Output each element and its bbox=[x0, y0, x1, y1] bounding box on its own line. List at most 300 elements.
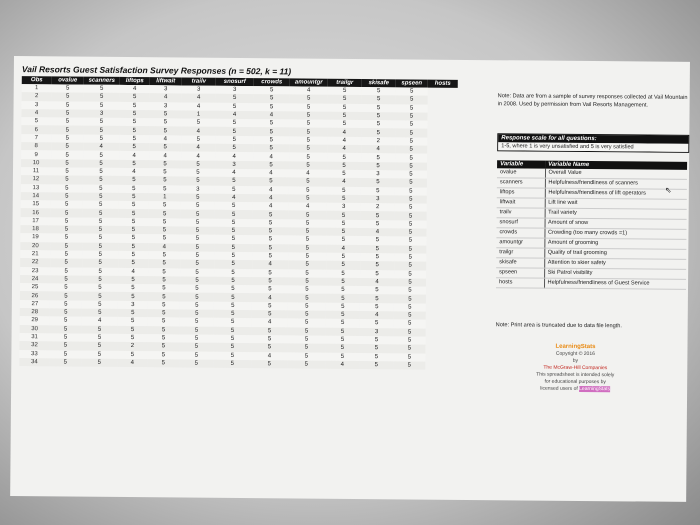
rating-cell: 5 bbox=[253, 119, 289, 128]
rating-cell: 5 bbox=[326, 311, 360, 320]
rating-cell: 5 bbox=[82, 325, 118, 334]
rating-cell: 4 bbox=[360, 278, 394, 287]
rating-cell: 5 bbox=[289, 219, 327, 228]
rating-cell: 5 bbox=[253, 177, 289, 186]
rating-cell: 5 bbox=[119, 201, 149, 210]
rating-cell: 4 bbox=[289, 169, 327, 178]
rating-cell: 4 bbox=[148, 243, 180, 252]
rating-cell: 5 bbox=[360, 303, 394, 312]
rating-cell: 5 bbox=[214, 310, 252, 319]
obs-cell: 30 bbox=[20, 325, 50, 334]
data-source-note: Note: Data are from a sample of survey responses collected at Vail Mountain in 2008. Used by permission from Vail Resorts Management. bbox=[497, 93, 688, 109]
rating-cell: 5 bbox=[149, 210, 181, 219]
rating-cell: 5 bbox=[326, 228, 360, 237]
rating-cell: 2 bbox=[117, 342, 147, 351]
rating-cell: 4 bbox=[360, 311, 394, 320]
rating-cell: 5 bbox=[119, 193, 149, 202]
rating-cell: 5 bbox=[118, 292, 148, 301]
rating-cell: 5 bbox=[118, 226, 148, 235]
column-header: liftops bbox=[120, 77, 150, 85]
rating-cell: 5 bbox=[118, 284, 148, 293]
rating-cell: 5 bbox=[215, 202, 253, 211]
rating-cell: 5 bbox=[288, 252, 326, 261]
logo-publisher: The McGraw-Hill Companies bbox=[543, 364, 608, 372]
rating-cell: 5 bbox=[50, 308, 82, 317]
rating-cell: 5 bbox=[394, 278, 426, 287]
rating-cell: 5 bbox=[288, 227, 326, 236]
rating-cell: 5 bbox=[180, 318, 214, 327]
response-scale-box bbox=[497, 133, 689, 153]
rating-cell: 5 bbox=[119, 135, 149, 144]
rating-cell: 5 bbox=[81, 358, 117, 367]
rating-cell: 5 bbox=[180, 285, 214, 294]
rating-cell: 5 bbox=[119, 110, 149, 119]
obs-cell: 16 bbox=[21, 209, 51, 218]
rating-cell: 5 bbox=[289, 136, 327, 145]
rating-cell: 5 bbox=[117, 350, 147, 359]
rating-cell: 5 bbox=[252, 285, 288, 294]
rating-cell: 5 bbox=[49, 342, 81, 351]
rating-cell: 5 bbox=[214, 335, 252, 344]
rating-cell: 5 bbox=[289, 161, 327, 170]
rating-cell: 5 bbox=[118, 234, 148, 243]
legend-variable: trailv bbox=[497, 208, 545, 218]
rating-cell: 2 bbox=[361, 137, 395, 146]
rating-cell: 5 bbox=[84, 101, 120, 110]
rating-cell: 5 bbox=[149, 110, 181, 119]
rating-cell: 4 bbox=[325, 361, 359, 370]
rating-cell: 5 bbox=[50, 333, 82, 342]
rating-cell: 4 bbox=[327, 137, 361, 146]
rating-cell: 5 bbox=[83, 217, 119, 226]
rating-cell: 5 bbox=[180, 235, 214, 244]
column-header: snosurf bbox=[216, 78, 254, 86]
rating-cell: 5 bbox=[394, 245, 426, 254]
rating-cell: 5 bbox=[215, 177, 253, 186]
rating-cell: 5 bbox=[361, 112, 395, 121]
rating-cell: 5 bbox=[326, 261, 360, 270]
rating-cell: 5 bbox=[359, 336, 393, 345]
legend-variable: hosts bbox=[496, 278, 544, 288]
rating-cell: 5 bbox=[394, 320, 426, 329]
rating-cell: 5 bbox=[82, 251, 118, 260]
rating-cell: 5 bbox=[393, 361, 425, 370]
rating-cell: 5 bbox=[288, 277, 326, 286]
rating-cell: 4 bbox=[327, 145, 361, 154]
legend-variable: snosurf bbox=[497, 218, 545, 228]
obs-cell: 6 bbox=[21, 126, 51, 135]
rating-cell: 4 bbox=[252, 318, 288, 327]
rating-cell: 5 bbox=[180, 243, 214, 252]
legend-variable: trailgr bbox=[496, 248, 544, 258]
rating-cell: 5 bbox=[251, 360, 287, 369]
legend-variable: spseen bbox=[496, 268, 544, 278]
rating-cell: 3 bbox=[83, 109, 119, 118]
rating-cell: 5 bbox=[120, 102, 150, 111]
rating-cell: 5 bbox=[82, 292, 118, 301]
legend-variable-name: Attention to skier safety bbox=[544, 258, 686, 269]
rating-cell: 5 bbox=[148, 326, 180, 335]
rating-cell: 5 bbox=[361, 120, 395, 129]
rating-cell: 3 bbox=[182, 85, 216, 94]
rating-cell: 5 bbox=[254, 103, 290, 112]
rating-cell: 5 bbox=[50, 234, 82, 243]
rating-cell: 5 bbox=[120, 93, 150, 102]
rating-cell: 5 bbox=[82, 234, 118, 243]
rating-cell: 5 bbox=[50, 300, 82, 309]
rating-cell: 5 bbox=[119, 118, 149, 127]
rating-cell: 5 bbox=[49, 350, 81, 359]
response-scale-body: 1-5, where 1 is very unsatisfied and 5 is very satisfied bbox=[498, 142, 688, 152]
rating-cell: 5 bbox=[394, 328, 426, 337]
rating-cell: 5 bbox=[394, 270, 426, 279]
rating-cell: 5 bbox=[252, 335, 288, 344]
obs-cell: 19 bbox=[20, 233, 50, 242]
rating-cell: 3 bbox=[327, 203, 361, 212]
rating-cell: 5 bbox=[395, 187, 427, 196]
rating-cell: 5 bbox=[360, 270, 394, 279]
legend-variable-name: Helpfulness/friendliness of scanners bbox=[545, 178, 687, 189]
rating-cell: 5 bbox=[395, 195, 427, 204]
obs-cell: 26 bbox=[20, 291, 50, 300]
rating-cell: 5 bbox=[361, 153, 395, 162]
rating-cell: 5 bbox=[83, 118, 119, 127]
rating-cell: 5 bbox=[288, 335, 326, 344]
rating-cell: 5 bbox=[118, 334, 148, 343]
rating-cell: 4 bbox=[182, 102, 216, 111]
obs-cell: 32 bbox=[19, 341, 49, 350]
rating-cell: 5 bbox=[361, 129, 395, 138]
column-header: trailv bbox=[182, 77, 216, 85]
rating-cell: 5 bbox=[82, 334, 118, 343]
rating-cell: 5 bbox=[395, 162, 427, 171]
rating-cell: 5 bbox=[215, 185, 253, 194]
rating-cell: 5 bbox=[180, 251, 214, 260]
rating-cell: 5 bbox=[393, 345, 425, 354]
variable-legend-table bbox=[496, 160, 687, 290]
rating-cell: 4 bbox=[117, 359, 147, 368]
spreadsheet-page bbox=[10, 56, 690, 502]
rating-cell: 5 bbox=[289, 120, 327, 129]
legend-variable-name: Trail variety bbox=[545, 208, 687, 219]
rating-cell: 4 bbox=[120, 85, 150, 94]
rating-cell: 5 bbox=[119, 176, 149, 185]
rating-cell: 2 bbox=[361, 203, 395, 212]
rating-cell: 5 bbox=[326, 278, 360, 287]
obs-cell: 2 bbox=[22, 92, 52, 101]
rating-cell: 5 bbox=[82, 275, 118, 284]
rating-cell: 5 bbox=[118, 243, 148, 252]
rating-cell: 4 bbox=[83, 143, 119, 152]
rating-cell: 5 bbox=[253, 144, 289, 153]
rating-cell: 5 bbox=[328, 103, 362, 112]
obs-cell: 31 bbox=[20, 333, 50, 342]
rating-cell: 5 bbox=[148, 276, 180, 285]
rating-cell: 3 bbox=[361, 170, 395, 179]
rating-cell: 5 bbox=[252, 310, 288, 319]
rating-cell: 4 bbox=[253, 186, 289, 195]
rating-cell: 4 bbox=[215, 111, 253, 120]
rating-cell: 4 bbox=[215, 152, 253, 161]
rating-cell: 5 bbox=[395, 137, 427, 146]
rating-cell: 5 bbox=[395, 145, 427, 154]
rating-cell: 5 bbox=[51, 109, 83, 118]
legend-variable: skisafe bbox=[496, 258, 544, 268]
rating-cell: 5 bbox=[361, 187, 395, 196]
rating-cell: 5 bbox=[119, 218, 149, 227]
rating-cell: 4 bbox=[215, 194, 253, 203]
rating-cell: 5 bbox=[214, 268, 252, 277]
obs-cell: 24 bbox=[20, 275, 50, 284]
rating-cell: 5 bbox=[149, 201, 181, 210]
rating-cell: 5 bbox=[289, 144, 327, 153]
rating-cell: 5 bbox=[395, 121, 427, 130]
rating-cell: 5 bbox=[119, 160, 149, 169]
rating-cell: 5 bbox=[289, 211, 327, 220]
legend-variable-name: Helpfulness/friendliness of lift operators bbox=[545, 188, 687, 199]
rating-cell: 5 bbox=[179, 343, 213, 352]
rating-cell: 5 bbox=[149, 160, 181, 169]
rating-cell: 5 bbox=[216, 94, 254, 103]
rating-cell: 4 bbox=[361, 145, 395, 154]
logo-by: by bbox=[572, 357, 579, 364]
rating-cell: 5 bbox=[149, 176, 181, 185]
rating-cell: 5 bbox=[328, 87, 362, 96]
legend-variable: ovalue bbox=[497, 168, 545, 178]
rating-cell: 5 bbox=[326, 253, 360, 262]
obs-cell: 22 bbox=[20, 258, 50, 267]
rating-cell: 5 bbox=[326, 269, 360, 278]
rating-cell: 5 bbox=[362, 87, 396, 96]
rating-cell: 5 bbox=[394, 228, 426, 237]
rating-cell: 5 bbox=[180, 334, 214, 343]
obs-cell: 33 bbox=[19, 350, 49, 359]
rating-cell: 5 bbox=[288, 302, 326, 311]
rating-cell: 4 bbox=[181, 144, 215, 153]
rating-cell: 5 bbox=[147, 342, 179, 351]
rating-cell: 5 bbox=[326, 302, 360, 311]
rating-cell: 5 bbox=[252, 302, 288, 311]
obs-cell: 18 bbox=[20, 225, 50, 234]
rating-cell: 5 bbox=[214, 235, 252, 244]
rating-cell: 5 bbox=[327, 186, 361, 195]
legend-variable-name: Lift line wait bbox=[545, 198, 687, 209]
rating-cell: 5 bbox=[51, 118, 83, 127]
rating-cell: 5 bbox=[396, 87, 428, 96]
rating-cell: 5 bbox=[361, 220, 395, 229]
rating-cell: 5 bbox=[214, 277, 252, 286]
rating-cell: 5 bbox=[288, 319, 326, 328]
rating-cell: 5 bbox=[287, 352, 325, 361]
rating-cell: 5 bbox=[393, 336, 425, 345]
rating-cell: 5 bbox=[51, 176, 83, 185]
logo-copyright: Copyright © 2016 bbox=[555, 350, 595, 358]
rating-cell: 5 bbox=[253, 136, 289, 145]
rating-cell: 5 bbox=[395, 212, 427, 221]
rating-cell: 5 bbox=[148, 251, 180, 260]
rating-cell: 5 bbox=[289, 194, 327, 203]
legend-variable: amountgr bbox=[496, 238, 544, 248]
rating-cell: 5 bbox=[251, 343, 287, 352]
rating-cell: 5 bbox=[50, 275, 82, 284]
rating-cell: 5 bbox=[181, 202, 215, 211]
rating-cell: 5 bbox=[149, 218, 181, 227]
rating-cell: 5 bbox=[50, 283, 82, 292]
rating-cell: 5 bbox=[288, 327, 326, 336]
rating-cell: 5 bbox=[290, 95, 328, 104]
rating-cell: 4 bbox=[82, 317, 118, 326]
rating-cell: 5 bbox=[213, 360, 251, 369]
rating-cell: 5 bbox=[289, 186, 327, 195]
rating-cell: 4 bbox=[253, 169, 289, 178]
rating-cell: 5 bbox=[325, 344, 359, 353]
logo-line1: This spreadsheet is intended solely bbox=[536, 371, 615, 379]
rating-cell: 5 bbox=[118, 309, 148, 318]
rating-cell: 5 bbox=[252, 244, 288, 253]
obs-cell: 4 bbox=[21, 109, 51, 118]
rating-cell: 5 bbox=[52, 101, 84, 110]
rating-cell: 4 bbox=[119, 168, 149, 177]
rating-cell: 5 bbox=[394, 311, 426, 320]
logo-line2: for educational purposes by bbox=[544, 378, 606, 386]
rating-cell: 5 bbox=[393, 353, 425, 362]
rating-cell: 5 bbox=[118, 259, 148, 268]
legend-body bbox=[496, 168, 687, 289]
rating-cell: 5 bbox=[147, 351, 179, 360]
column-header: liftwait bbox=[150, 77, 182, 85]
legend-variable: scanners bbox=[497, 178, 545, 188]
rating-cell: 5 bbox=[395, 154, 427, 163]
rating-cell: 5 bbox=[395, 129, 427, 138]
column-header: crowds bbox=[254, 78, 290, 86]
rating-cell: 5 bbox=[149, 143, 181, 152]
rating-cell: 5 bbox=[361, 162, 395, 171]
rating-cell: 5 bbox=[215, 119, 253, 128]
rating-cell: 5 bbox=[253, 219, 289, 228]
rating-cell: 5 bbox=[81, 350, 117, 359]
rating-cell: 5 bbox=[147, 359, 179, 368]
rating-cell: 5 bbox=[51, 184, 83, 193]
rating-cell: 5 bbox=[289, 153, 327, 162]
column-header: scanners bbox=[84, 77, 120, 85]
rating-cell: 5 bbox=[394, 295, 426, 304]
obs-cell: 1 bbox=[22, 84, 52, 93]
legend-variable: crowds bbox=[496, 228, 544, 238]
rating-cell: 5 bbox=[84, 85, 120, 94]
rating-cell: 3 bbox=[118, 301, 148, 310]
column-header: hosts bbox=[428, 80, 458, 88]
obs-cell: 29 bbox=[20, 316, 50, 325]
rating-cell: 5 bbox=[50, 242, 82, 251]
rating-cell: 5 bbox=[289, 128, 327, 137]
rating-cell: 5 bbox=[395, 112, 427, 121]
rating-cell: 5 bbox=[288, 286, 326, 295]
rating-cell: 5 bbox=[361, 211, 395, 220]
legend-header-name: Variable Name bbox=[545, 161, 687, 170]
learningstats-logo-block bbox=[525, 343, 625, 393]
obs-cell: 12 bbox=[21, 175, 51, 184]
rating-cell: 5 bbox=[52, 93, 84, 102]
rating-cell: 5 bbox=[360, 236, 394, 245]
rating-cell: 5 bbox=[148, 259, 180, 268]
rating-cell: 5 bbox=[288, 244, 326, 253]
rating-cell: 5 bbox=[327, 219, 361, 228]
rating-cell: 5 bbox=[83, 201, 119, 210]
rating-cell: 5 bbox=[51, 167, 83, 176]
rating-cell: 5 bbox=[214, 285, 252, 294]
rating-cell: 5 bbox=[252, 327, 288, 336]
rating-cell: 4 bbox=[360, 228, 394, 237]
rating-cell: 5 bbox=[51, 192, 83, 201]
rating-cell: 5 bbox=[83, 126, 119, 135]
table-body bbox=[19, 84, 457, 370]
rating-cell: 5 bbox=[359, 361, 393, 370]
rating-cell: 5 bbox=[252, 252, 288, 261]
rating-cell: 5 bbox=[52, 84, 84, 93]
obs-cell: 11 bbox=[21, 167, 51, 176]
rating-cell: 5 bbox=[214, 227, 252, 236]
rating-cell: 5 bbox=[214, 301, 252, 310]
rating-cell: 3 bbox=[150, 85, 182, 94]
rating-cell: 5 bbox=[82, 309, 118, 318]
rating-cell: 5 bbox=[181, 160, 215, 169]
rating-cell: 5 bbox=[51, 126, 83, 135]
rating-cell: 5 bbox=[252, 277, 288, 286]
rating-cell: 5 bbox=[253, 161, 289, 170]
rating-cell: 4 bbox=[252, 260, 288, 269]
legend-variable-name: Overall Value bbox=[545, 169, 687, 180]
rating-cell: 5 bbox=[83, 176, 119, 185]
legend-variable-name: Amount of grooming bbox=[544, 238, 686, 249]
rating-cell: 5 bbox=[288, 310, 326, 319]
rating-cell: 5 bbox=[288, 269, 326, 278]
rating-cell: 5 bbox=[179, 359, 213, 368]
rating-cell: 5 bbox=[215, 127, 253, 136]
rating-cell: 5 bbox=[50, 250, 82, 259]
rating-cell: 5 bbox=[118, 326, 148, 335]
rating-cell: 5 bbox=[50, 225, 82, 234]
rating-cell: 5 bbox=[395, 179, 427, 188]
rating-cell: 5 bbox=[83, 192, 119, 201]
obs-cell: 23 bbox=[20, 267, 50, 276]
rating-cell: 5 bbox=[118, 276, 148, 285]
rating-cell: 5 bbox=[253, 211, 289, 220]
rating-cell: 1 bbox=[149, 193, 181, 202]
rating-cell: 5 bbox=[83, 159, 119, 168]
rating-cell: 5 bbox=[119, 143, 149, 152]
rating-cell: 5 bbox=[214, 243, 252, 252]
rating-cell: 5 bbox=[180, 227, 214, 236]
rating-cell: 5 bbox=[360, 319, 394, 328]
obs-cell: 27 bbox=[20, 300, 50, 309]
rating-cell: 5 bbox=[395, 170, 427, 179]
rating-cell: 4 bbox=[181, 152, 215, 161]
obs-cell: 34 bbox=[19, 358, 49, 367]
logo-brand: LearningStats bbox=[555, 343, 596, 351]
rating-cell: 5 bbox=[214, 326, 252, 335]
rating-cell: 5 bbox=[361, 178, 395, 187]
rating-cell: 5 bbox=[289, 178, 327, 187]
rating-cell: 5 bbox=[181, 210, 215, 219]
rating-cell: 5 bbox=[360, 294, 394, 303]
rating-cell: 5 bbox=[395, 203, 427, 212]
rating-cell: 5 bbox=[118, 317, 148, 326]
rating-cell: 5 bbox=[51, 200, 83, 209]
rating-cell: 5 bbox=[252, 235, 288, 244]
rating-cell: 5 bbox=[82, 259, 118, 268]
obs-cell: 17 bbox=[21, 217, 51, 226]
rating-cell: 4 bbox=[251, 352, 287, 361]
